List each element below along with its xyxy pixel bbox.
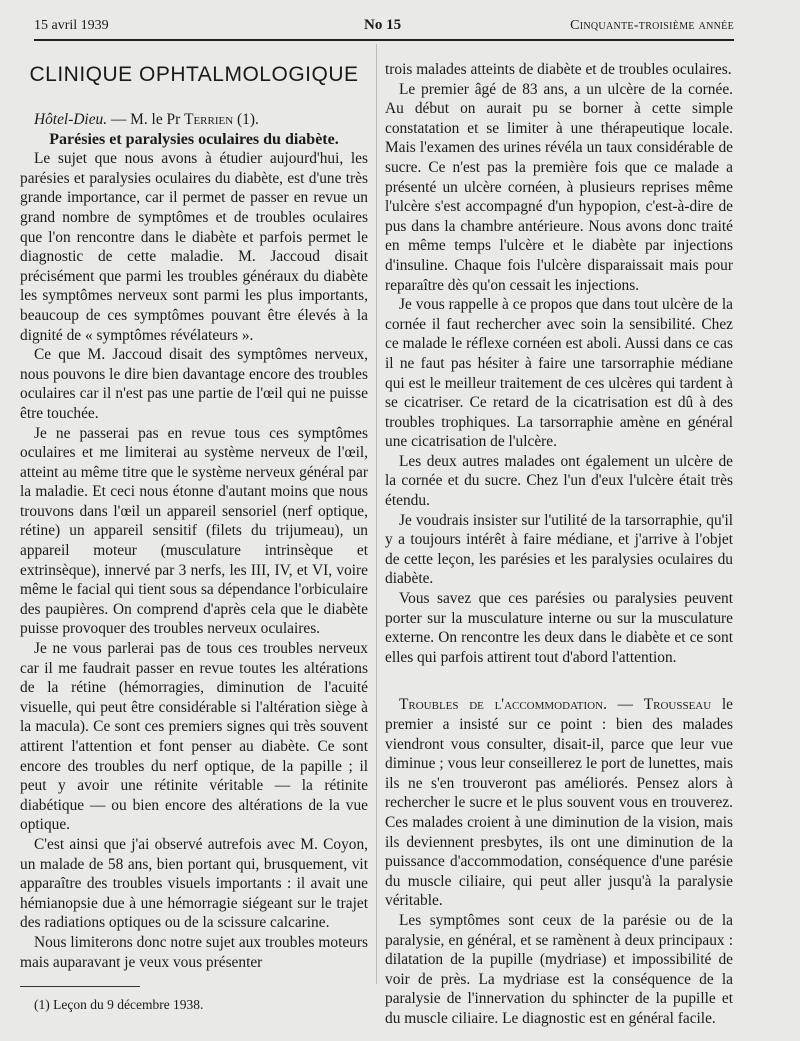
paragraph: Le premier âgé de 83 ans, a un ulcère de la cornée. Au début on aurait pu se borner à cette simple constatation et se limiter à une thérapeutique locale. Mais l'examen des urines révéla un taux considérable de sucre. Ce n'est pas la première fois que ce malade a présenté un ulcère cornéen, à plusieurs reprises même l'ulcère s'est accompagné d'un hypopion, c'est-à-dire de pus dans la chambre antérieure. Nous avons donc traité en même temps l'ulcère et le diabète par injections d'insuline. Chaque fois l'ulcère disparaissait mais pour reparaître dès qu'on cessait les injections. xyxy=(385,80,733,294)
author-name: Terrien xyxy=(184,111,234,128)
column-divider xyxy=(376,44,377,984)
cited-name: Trousseau xyxy=(643,696,712,714)
heading-dash: — xyxy=(606,696,644,714)
section-gap xyxy=(385,667,733,695)
paragraph: Nous limiterons donc notre sujet aux troubles moteurs mais auparavant je veux vous présenter xyxy=(20,933,368,971)
left-column xyxy=(20,60,368,1015)
footnote: (1) Leçon du 9 décembre 1938. xyxy=(34,997,204,1013)
subsection-heading: Troubles de l'accommodation. xyxy=(399,696,607,714)
paragraph: C'est ainsi que j'ai observé autrefois avec M. Coyon, un malade de 58 ans, bien portant qui, brusquement, vit apparaître des troubles visuels importants : il avait une hémianopsie due à une hémorragie siégeant sur le trajet des radiations optiques ou de la scissure calcarine. xyxy=(20,835,368,932)
footnote-ref: (1). xyxy=(233,111,259,128)
paragraph: Je ne vous parlerai pas de tous ces troubles nerveux car il me faudrait passer en revue toutes les altérations de la rétine (hémorragies, diminution de l'acuité visuelle, qui peut être considérable si l'altération siège à la macula). Ce sont ces premiers signes qui très souvent attirent l'attention et font penser au diabète. Ce sont encore des troubles du nerf optique, de la papille ; il peut y avoir une rétinite véritable — la rétinite diabétique — ou bien encore des altérations de la vue optique. xyxy=(20,640,368,834)
paragraph: Ce que M. Jaccoud disait des symptômes nerveux, nous pouvons le dire bien davantage encore des troubles oculaires car il n'est pas une partie de l'œil qui ne puisse être touchée. xyxy=(20,346,368,422)
issue-number: No 15 xyxy=(364,17,402,33)
footnote-rule xyxy=(20,986,140,987)
paragraph: Le sujet que nous avons à étudier aujourd'hui, les parésies et paralysies oculaires du diabète, est d'une très grande importance, car il permet de passer en revue un grand nombre de symptômes et de troubles oculaires que l'on rencontre dans le diabète et parfois permet le diagnostic de cette maladie. M. Jaccoud disait précisément que parmi les troubles généraux du diabète les symptômes nerveux sont parmi les plus importants, beaucoup de ces symptômes pouvant être élevés à la dignité de « symptômes révélateurs ». xyxy=(20,150,368,344)
paragraph: Les deux autres malades ont également un ulcère de la cornée et du sucre. Chez l'un d'eux l'ulcère était très étendu. xyxy=(385,452,733,510)
byline-dash: — M. le Pr xyxy=(107,111,185,128)
paragraph xyxy=(385,695,733,911)
running-header xyxy=(34,14,734,38)
paragraph: trois malades atteints de diabète et de troubles oculaires. xyxy=(385,61,732,78)
paragraph-body: le premier a insisté sur ce point : bien des malades viendront vous consulter, disait-il, parce que leur vue diminue ; vous leur conseillerez le port de lunettes, mais ils ne s'en trouveront pas améliorés. Pensez alors à rechercher le sucre et le plus souvent vous en trouverez. Ces malades croient à une diminution de la vision, mais ils deviennent presbytes, ils ont une diminution de la puissance d'accommodation, conséquence d'une parésie du muscle ciliaire, qui peut aller jusqu'à la paralysie véritable. xyxy=(385,696,733,910)
paragraph: Vous savez que ces parésies ou paralysies peuvent porter sur la musculature interne ou sur la musculature externe. On rencontre les deux dans le diabète et ce sont elles qui parfois attirent tout d'abord l'attention. xyxy=(385,590,733,666)
volume-year: Cinquante-troisième année xyxy=(570,18,734,33)
paragraph: Je ne passerai pas en revue tous ces symptômes oculaires et me limiterai au système nerveux de l'œil, atteint au même titre que le système nerveux général par la maladie. Et ceci nous étonne d'autant moins que nous trouvons dans l'œil un appareil sensoriel (nerf optique, rétine) un appareil sensitif (filets du trijumeau), un appareil moteur (musculature intrinsèque et extrinsèque), innervé par 3 nerfs, les III, IV, et VI, voire même le facial qui tient sous sa dépendance l'orbiculaire des paupières. On comprend d'après cela que le diabète puisse provoquer des troubles nerveux oculaires. xyxy=(20,424,368,638)
paragraph: Je vous rappelle à ce propos que dans tout ulcère de la cornée il faut rechercher avec soin la sensibilité. Chez ce malade le réflexe cornéen est aboli. Aussi dans ce cas il ne faut pas hésiter à faire une tarsorraphie médiane qui est le meilleur traitement de ces ulcères qui tardent à se cicatriser. Ce retard de la cicatrisation est dû à des troubles trophiques. La tarsorraphie amène en général une cicatrisation de l'ulcère. xyxy=(385,296,733,451)
byline-place: Hôtel-Dieu. xyxy=(34,111,108,128)
paragraph: Je voudrais insister sur l'utilité de la tarsorraphie, qu'il y a toujours intérêt à faire médiane, et j'arrive à l'objet de cette leçon, les parésies et les paralysies oculaires du diabète. xyxy=(385,511,733,588)
byline xyxy=(20,110,368,130)
article-subtitle: Parésies et paralysies oculaires du diabète. xyxy=(49,130,339,148)
paragraph: Les symptômes sont ceux de la parésie ou de la paralysie, en général, et se ramènent à deux principaux : dilatation de la pupille (mydriase) et impossibilité de voir de près. La mydriase est la conséquence de la paralysie de l'innervation du sphincter de la pupille et du muscle ciliaire. Le diagnostic est en général facile. xyxy=(385,911,733,1027)
issue-date: 15 avril 1939 xyxy=(34,18,109,33)
header-rule xyxy=(34,39,734,41)
right-column xyxy=(385,60,733,1029)
section-title: CLINIQUE OPHTALMOLOGIQUE xyxy=(29,63,359,86)
